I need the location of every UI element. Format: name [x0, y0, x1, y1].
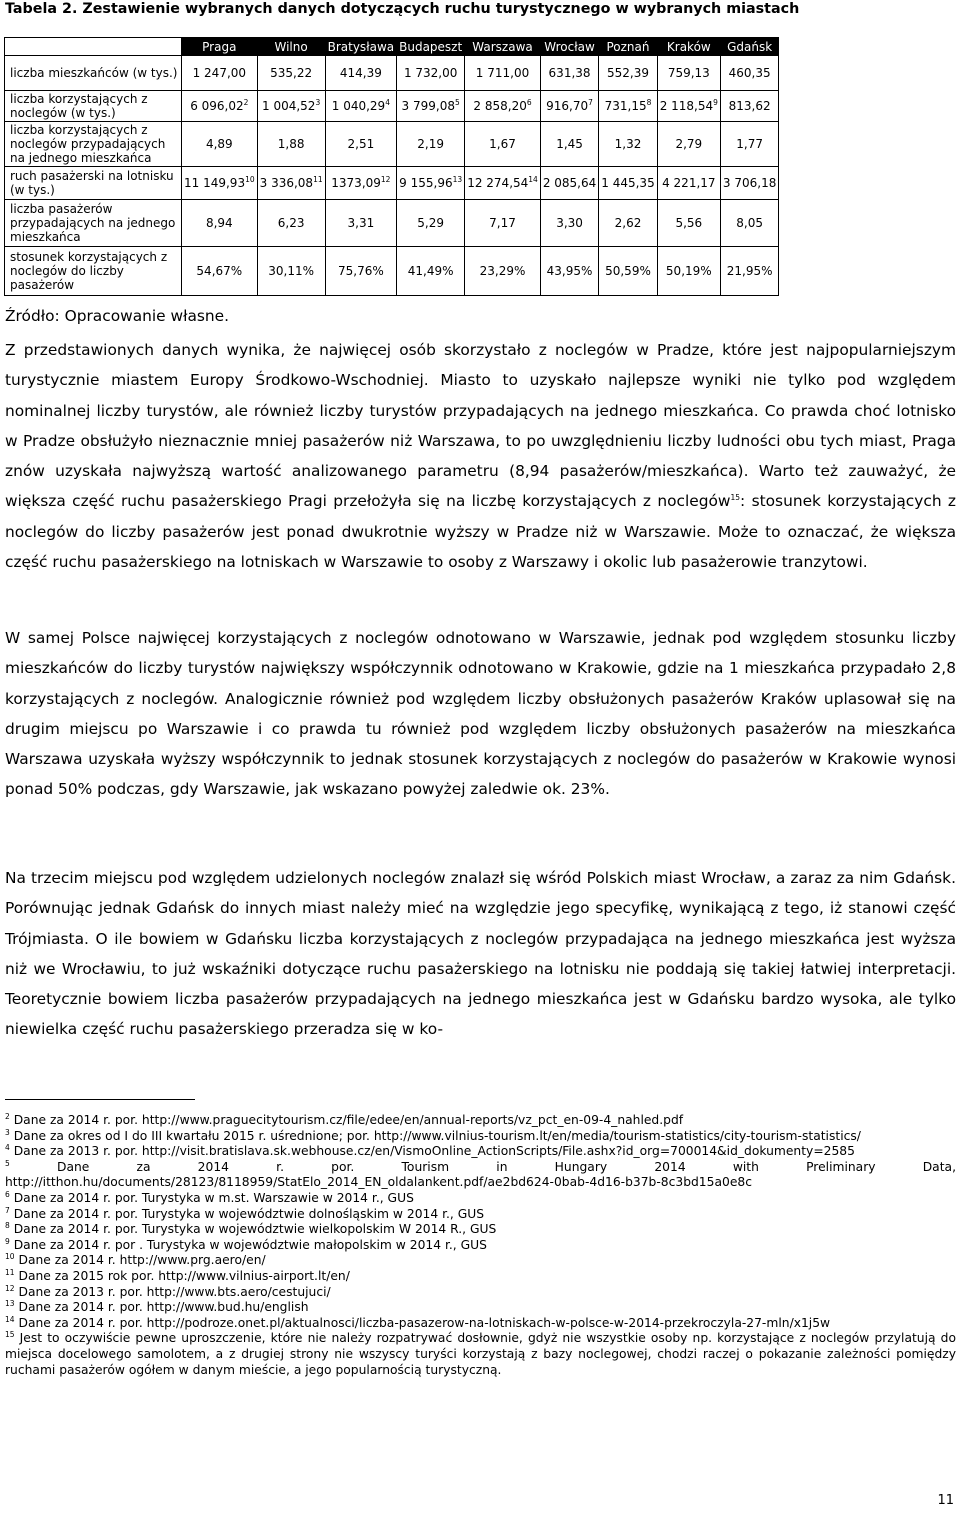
table-cell: [720, 122, 778, 167]
table-cell: [257, 247, 325, 296]
table-cell: [720, 56, 778, 91]
cell-value: 535,22: [270, 66, 313, 80]
paragraph-poland: W samej Polsce najwięcej korzystających z noclegów odnotowano w Warszawie, jednak pod względem stosunku liczby mieszkańców do liczby turystów największy współczynnik odnotowano w Krakowie, gdzie na 1 mieszkańca przypadało 2,8 korzystających z noclegów. Analogicznie również pod względem liczby obsłużonych pasażerów Kraków uplasował się na drugim miejscu po Warszawie i co prawda tu również pod względem liczby obsłużonych pasażerów na mieszkańca Warszawa uzyskała wyższy współczynnik to jednak stosunek korzystających z noclegów do pasażerów w Krakowie wynosi ponad 50% podczas, gdy Warszawie, jak wskazano powyżej zaledwie ok. 23%.: [5, 629, 956, 799]
table-cell: [465, 122, 541, 167]
cell-value: 30,11%: [268, 264, 314, 278]
table-cell: [540, 200, 598, 247]
cell-value: 1 711,00: [475, 66, 530, 80]
footnote-text: Dane za 2014 r. por. http://podroze.onet.pl/aktualnosci/liczba-pasazerow-na-lotniskach-w-polsce-w-2014-przekroczyla-27-mln/x1j5w: [18, 1315, 831, 1330]
column-header: Warszawa: [465, 38, 541, 56]
row-label: ruch pasażerski na lotnisku (w tys.): [5, 167, 182, 200]
table-cell: [720, 91, 778, 122]
table-cell: [657, 91, 720, 122]
table-cell: [599, 200, 657, 247]
footnote-number: 12: [5, 1283, 15, 1293]
cell-value: 1,88: [277, 137, 305, 151]
table-cell: [599, 91, 657, 122]
footnote-ref: 2: [243, 98, 249, 107]
footnote: [5, 1331, 956, 1378]
cell-value: 9 155,96: [399, 176, 453, 190]
table-cell: [257, 56, 325, 91]
footnote-text: Dane za 2013 r. por. http://visit.bratislava.sk.webhouse.cz/en/VismoOnline_ActionScripts/File.ashx?id_org=700014&id_dokumenty=2585: [13, 1144, 855, 1159]
cell-value: 759,13: [667, 66, 710, 80]
row-label: liczba korzystających z noclegów (w tys.): [5, 91, 182, 122]
footnote-text: Dane za 2013 r. por. http://www.bts.aero/cestujuci/: [18, 1284, 331, 1299]
table-cell: [397, 167, 465, 200]
table-cell: [325, 91, 397, 122]
row-label: liczba korzystających z noclegów przypadających na jednego mieszkańca: [5, 122, 182, 167]
cell-value: 1,77: [736, 137, 763, 151]
cell-value: 12 274,54: [467, 176, 529, 190]
table-row: [5, 167, 779, 200]
cell-value: 6,23: [277, 216, 305, 230]
cell-value: 11 149,93: [184, 176, 246, 190]
cell-value: 7,17: [489, 216, 516, 230]
footnote: [5, 1113, 956, 1129]
footnote-ref: 15: [730, 493, 741, 503]
table-cell: [182, 247, 258, 296]
table-corner-cell: [5, 38, 182, 56]
footnote-ref: 10: [245, 175, 255, 184]
table-cell: [540, 167, 598, 200]
footnote: [5, 1191, 956, 1207]
cell-value: 3 706,18: [722, 176, 777, 190]
footnote-text: Dane za 2014 r. por. http://www.bud.hu/english: [18, 1300, 309, 1315]
table-cell: [182, 56, 258, 91]
table-cell: [720, 167, 778, 200]
footnote: [5, 1316, 956, 1332]
cell-value: 5,29: [417, 216, 445, 230]
table-row: [5, 122, 779, 167]
footnote: [5, 1222, 956, 1238]
cell-value: 3 336,08: [259, 176, 314, 190]
table-cell: [540, 122, 598, 167]
table-cell: [540, 56, 598, 91]
column-header: Poznań: [599, 38, 657, 56]
column-header: Bratysława: [325, 38, 397, 56]
table-cell: [397, 122, 465, 167]
cell-value: 3,31: [347, 216, 375, 230]
footnote: [5, 1285, 956, 1301]
table-cell: [257, 91, 325, 122]
footnote-number: 11: [5, 1267, 15, 1277]
table-body: [5, 56, 779, 296]
footnote: [5, 1300, 956, 1316]
table-cell: [325, 122, 397, 167]
table-cell: [465, 200, 541, 247]
cell-value: 41,49%: [407, 264, 454, 278]
table-cell: [465, 91, 541, 122]
paragraph-text: : stosunek korzystających z noclegów do liczby pasażerów jest ponad dwukrotnie wyższy w Pradze niż w Warszawie. Może to oznaczać, że większa część ruchu pasażerskiego na lotniskach w Warszawie to osoby z Warszawy i okolic lub pasażerowie tranzytowi.: [5, 492, 956, 572]
cell-value: 460,35: [728, 66, 771, 80]
footnote-number: 7: [5, 1205, 10, 1215]
footnote-text: Dane za 2014 r. por . Turystyka w województwie małopolskim w 2014 r., GUS: [13, 1237, 487, 1252]
cell-value: 414,39: [339, 66, 382, 80]
cell-value: 1 247,00: [192, 66, 247, 80]
column-header: Praga: [182, 38, 258, 56]
footnote-ref: 13: [452, 175, 463, 184]
cell-value: 1373,09: [331, 176, 381, 190]
cell-value: 2,19: [417, 137, 445, 151]
table-row: [5, 247, 779, 296]
footnote-text: Dane za 2014 r. por. Tourism in Hungary 2014 with Preliminary Data, http://itthon.hu/documents/28123/8118959/StatElo_2014_EN_oldalankent.pdf/ae2bd624-0bab-4d16-b37b-8c3bd15a0e8c: [5, 1159, 956, 1190]
footnote-ref: 5: [454, 98, 460, 107]
table-cell: [257, 167, 325, 200]
table-cell: [325, 247, 397, 296]
table-cell: [540, 91, 598, 122]
table-cell: [182, 167, 258, 200]
footnote: [5, 1269, 956, 1285]
cell-value: 2,51: [347, 137, 375, 151]
cell-value: 5,56: [675, 216, 703, 230]
table-cell: [257, 200, 325, 247]
footnote-text: Dane za 2014 r. por. Turystyka w województwie dolnośląskim w 2014 r., GUS: [13, 1206, 485, 1221]
table-row: [5, 91, 779, 122]
footnote-text: Dane za 2014 r. por. http://www.praguecitytourism.cz/file/edee/en/annual-reports/vz_pct_en-09-4_nahled.pdf: [13, 1113, 684, 1127]
footnote-number: 4: [5, 1143, 10, 1153]
table-cell: [657, 200, 720, 247]
footnote-number: 14: [5, 1314, 15, 1324]
cell-value: 75,76%: [337, 264, 384, 278]
footnote-text: Dane za 2015 rok por. http://www.vilnius-airport.lt/en/: [18, 1268, 350, 1283]
cell-value: 21,95%: [726, 264, 773, 278]
table-cell: [657, 56, 720, 91]
footnote-number: 9: [5, 1236, 10, 1246]
footnote-text: Dane za okres od I do III kwartału 2015 r. uśrednione; por. http://www.vilnius-tourism.lt/en/media/tourism-statistics/city-tourism-statistics/: [13, 1128, 861, 1143]
footnote-ref: 8: [646, 98, 652, 107]
table-cell: [257, 122, 325, 167]
table-cell: [325, 56, 397, 91]
table-cell: [599, 167, 657, 200]
paragraph-third-place: Na trzecim miejscu pod względem udzielonych noclegów znalazł się wśród Polskich miast Wrocław, a zaraz za nim Gdańsk. Porównując jednak Gdańsk do innych miast należy mieć na względzie jego specyfikę, wynikającą z tego, iż stanowi część Trójmiasta. O ile bowiem w Gdańsku liczba korzystających z noclegów przypadająca na jednego mieszkańca jest wyższa niż we Wrocławiu, to już wskaźniki dotyczące ruchu pasażerskiego na lotnisku nie poddają się takiej łatwiej interpretacji. Teoretycznie bowiem liczba pasażerów przypadających na jednego mieszkańca jest w Gdańsku bardzo wysoka, ale tylko niewielka część ruchu pasażerskiego przeradza się w ko-: [5, 869, 956, 1039]
cell-value: 8,05: [736, 216, 763, 230]
cell-value: 8,94: [205, 216, 233, 230]
table-cell: [465, 167, 541, 200]
table-cell: [465, 247, 541, 296]
table-cell: [657, 122, 720, 167]
cell-value: 2,62: [614, 216, 642, 230]
footnote-text: Dane za 2014 r. por. Turystyka w województwie wielkopolskim W 2014 R., GUS: [13, 1222, 497, 1237]
footnote: [5, 1160, 956, 1191]
table-cell: [720, 247, 778, 296]
table-row: [5, 200, 779, 247]
table-cell: [540, 247, 598, 296]
footnotes: [5, 1113, 956, 1378]
cell-value: 2,79: [675, 137, 703, 151]
cell-value: 631,38: [548, 66, 591, 80]
row-label: liczba mieszkańców (w tys.): [5, 56, 182, 91]
footnote-number: 2: [5, 1111, 10, 1121]
cell-value: 916,70: [546, 99, 589, 113]
table-cell: [397, 56, 465, 91]
footnote: [5, 1238, 956, 1254]
cell-value: 3 799,08: [401, 99, 455, 113]
cell-value: 2 118,54: [659, 99, 714, 113]
cell-value: 3,30: [556, 216, 583, 230]
footnote-number: 8: [5, 1221, 10, 1231]
footnote-ref: 9: [713, 98, 718, 107]
footnote-text: Dane za 2014 r. http://www.prg.aero/en/: [18, 1253, 266, 1268]
table-cell: [599, 56, 657, 91]
tourism-table-container: [4, 37, 779, 296]
table-cell: [599, 122, 657, 167]
table-cell: [599, 247, 657, 296]
footnote-ref: 4: [385, 98, 390, 107]
footnote: [5, 1129, 956, 1145]
column-header: Budapeszt: [397, 38, 465, 56]
page-number: 11: [937, 1493, 954, 1508]
cell-value: 54,67%: [196, 264, 243, 278]
paragraph-praga: [5, 335, 956, 577]
table-cell: [397, 91, 465, 122]
column-header: Gdańsk: [720, 38, 778, 56]
cell-value: 43,95%: [546, 264, 593, 278]
footnote-ref: 14: [528, 175, 538, 184]
cell-value: 813,62: [728, 99, 771, 113]
table-cell: [182, 200, 258, 247]
tourism-data-table: [4, 37, 779, 296]
table-cell: [657, 247, 720, 296]
table-cell: [465, 56, 541, 91]
footnote: [5, 1207, 956, 1223]
column-header: Wilno: [257, 38, 325, 56]
footnote-number: 15: [5, 1330, 15, 1340]
table-source: Źródło: Opracowanie własne.: [5, 307, 230, 325]
cell-value: 1 004,52: [262, 99, 316, 113]
table-header-row: [5, 38, 779, 56]
cell-value: 50,59%: [605, 264, 651, 278]
table-row: [5, 56, 779, 91]
cell-value: 731,15: [604, 99, 647, 113]
table-caption: Tabela 2. Zestawienie wybranych danych dotyczących ruchu turystycznego w wybranych miastach: [5, 1, 800, 17]
footnote: [5, 1144, 956, 1160]
footnote-number: 13: [5, 1299, 15, 1309]
table-cell: [397, 200, 465, 247]
cell-value: 23,29%: [479, 264, 526, 278]
footnote-text: Jest to oczywiście pewne uproszczenie, które nie należy rozpatrywać dosłownie, gdyż nie wszystkie osoby np. korzystające z noclegów przylatują do miejsca docelowego samolotem, a z drugiej strony nie wszyscy turyści korzystają z bazy noclegowej, chodzi raczej o pokazanie zależności pomiędzy ruchami pasażerów ogółem w danym mieście, a jego popularnością turystyczną.: [5, 1331, 956, 1377]
footnote-number: 3: [5, 1127, 10, 1137]
row-label: stosunek korzystających z noclegów do liczby pasażerów: [5, 247, 182, 296]
footnote-number: 10: [5, 1252, 15, 1262]
cell-value: 1,32: [614, 137, 642, 151]
footnote-number: 5: [5, 1158, 10, 1168]
cell-value: 1,45: [556, 137, 583, 151]
table-cell: [182, 91, 258, 122]
footnote: [5, 1253, 956, 1269]
row-label: liczba pasażerów przypadających na jednego mieszkańca: [5, 200, 182, 247]
footnote-text: Dane za 2014 r. por. Turystyka w m.st. Warszawie w 2014 r., GUS: [13, 1190, 414, 1205]
table-cell: [325, 167, 397, 200]
cell-value: 2 085,64: [542, 176, 597, 190]
cell-value: 4,89: [205, 137, 233, 151]
cell-value: 1 445,35: [601, 176, 655, 190]
cell-value: 552,39: [606, 66, 649, 80]
paragraph-text: Z przedstawionych danych wynika, że najwięcej osób skorzystało z noclegów w Pradze, które jest najpopularniejszym turystycznie miastem Europy Środkowo-Wschodniej. Miasto to uzyskało najlepsze wyniki nie tylko pod względem nominalnej liczby turystów, ale również liczby turystów przypadających na jednego mieszkańca. Co prawda choć lotnisko w Pradze obsłużyło nieznacznie mniej pasażerów niż Warszawa, to po uwzględnieniu liczby ludności obu tych miast, Praga znów uzyskała najwyższą wartość analizowanego parametru (8,94 pasażerów/mieszkańca). Warto też zauważyć, że większa część ruchu pasażerskiego Pragi przełożyła się na liczbę korzystających z noclegów: [5, 341, 956, 511]
footnote-ref: 6: [526, 98, 532, 107]
table-cell: [325, 200, 397, 247]
table-cell: [182, 122, 258, 167]
cell-value: 6 096,02: [190, 99, 244, 113]
table-cell: [657, 167, 720, 200]
column-header: Wrocław: [540, 38, 598, 56]
cell-value: 4 221,17: [662, 176, 716, 190]
footnote-number: 6: [5, 1189, 10, 1199]
footnote-ref: 12: [380, 175, 391, 184]
footnote-ref: 3: [315, 98, 321, 107]
cell-value: 50,19%: [665, 264, 712, 278]
table-cell: [397, 247, 465, 296]
table-cell: [720, 200, 778, 247]
cell-value: 1 732,00: [403, 66, 458, 80]
cell-value: 2 858,20: [473, 99, 527, 113]
footnote-ref: 11: [313, 175, 323, 184]
footnote-ref: 7: [588, 98, 593, 107]
cell-value: 1 040,29: [331, 99, 386, 113]
footnote-divider: [5, 1099, 195, 1100]
column-header: Kraków: [657, 38, 720, 56]
cell-value: 1,67: [489, 137, 516, 151]
